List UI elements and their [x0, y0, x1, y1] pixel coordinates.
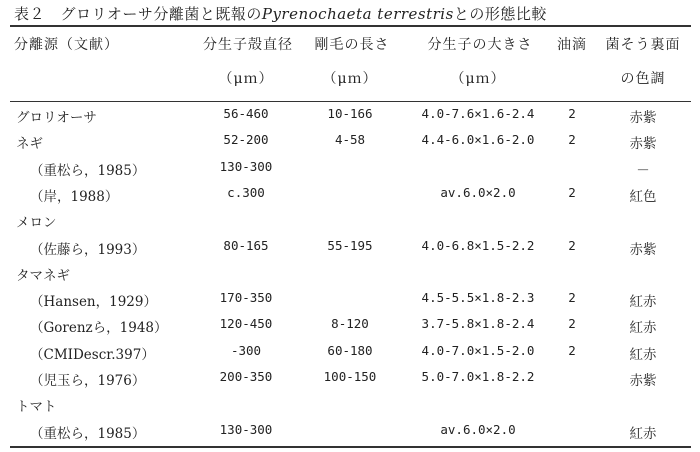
cell-seta: 4-58 — [334, 132, 366, 147]
cell-color: 赤紫 — [629, 110, 657, 126]
cell-seta: 55-195 — [327, 238, 373, 253]
cell-color: 紅赤 — [629, 320, 657, 336]
cell-source: （岸，1988） — [30, 189, 119, 205]
cell-seta: 60-180 — [327, 343, 373, 358]
cell-source: グロリオーサ — [16, 110, 97, 126]
title-species: Pyrenochaeta terrestris — [261, 5, 454, 23]
cell-seta: 8-120 — [331, 316, 369, 331]
header-reverse-color: 菌そう裏面 — [605, 37, 681, 53]
cell-source: （CMIDescr.397） — [30, 347, 155, 363]
cell-color: 赤紫 — [629, 136, 657, 152]
cell-source: （Hansen，1929） — [30, 294, 157, 310]
cell-diameter: -300 — [230, 343, 262, 358]
header-conidia-size-unit: （μｍ） — [450, 71, 506, 87]
cell-size: 4.0-7.6×1.6-2.4 — [421, 106, 535, 121]
cell-oil: 2 — [568, 290, 576, 305]
cell-oil: 2 — [568, 106, 576, 121]
cell-color: － — [636, 163, 650, 179]
header-source: 分離源（文献） — [14, 37, 119, 53]
cell-oil: 2 — [568, 343, 576, 358]
cell-oil: 2 — [568, 132, 576, 147]
cell-size: av.6.0×2.0 — [440, 422, 516, 437]
cell-source: ネギ — [16, 136, 43, 152]
title-suffix: との形態比較 — [453, 5, 547, 23]
title-prefix: 表２ グロリオーサ分離菌と既報の — [14, 5, 262, 23]
cell-diameter: 170-350 — [219, 290, 273, 305]
header-conidia-diameter: 分生子殻直径 — [203, 37, 293, 53]
cell-source: （重松ら，1985） — [30, 426, 146, 442]
header-reverse-color-2: の色調 — [620, 71, 666, 87]
top-rule — [10, 25, 691, 27]
cell-source: （佐藤ら，1993） — [30, 242, 146, 258]
cell-diameter: 80-165 — [223, 238, 269, 253]
cell-size: av.6.0×2.0 — [440, 185, 516, 200]
cell-size: 4.0-7.0×1.5-2.0 — [421, 343, 535, 358]
cell-seta: 100-150 — [323, 369, 377, 384]
header-conidia-size: 分生子の大きさ — [427, 37, 533, 53]
cell-source: タマネギ — [16, 268, 70, 284]
cell-source: （重松ら，1985） — [30, 163, 146, 179]
header-conidia-diameter-unit: （μｍ） — [218, 71, 274, 87]
cell-size: 4.5-5.5×1.8-2.3 — [421, 290, 535, 305]
cell-oil: 2 — [568, 185, 576, 200]
table-title — [14, 3, 547, 24]
cell-oil: 2 — [568, 238, 576, 253]
cell-source: （児玉ら，1976） — [30, 373, 146, 389]
header-oil-drops: 油滴 — [557, 37, 587, 53]
cell-diameter: 52-200 — [223, 132, 269, 147]
cell-color: 赤紫 — [629, 373, 657, 389]
cell-color: 紅色 — [629, 189, 657, 205]
cell-color: 紅赤 — [629, 426, 657, 442]
cell-diameter: 200-350 — [219, 369, 273, 384]
cell-source: （Gorenzら，1948） — [30, 320, 168, 336]
cell-source: トマト — [16, 399, 57, 415]
header-seta-length-unit: （μｍ） — [322, 71, 378, 87]
cell-diameter: 120-450 — [219, 316, 273, 331]
cell-size: 4.4-6.0×1.6-2.0 — [421, 132, 535, 147]
cell-diameter: 56-460 — [223, 106, 269, 121]
cell-color: 紅赤 — [629, 347, 657, 363]
header-rule — [10, 101, 691, 102]
cell-size: 4.0-6.8×1.5-2.2 — [421, 238, 535, 253]
cell-source: メロン — [16, 215, 57, 231]
cell-diameter: c.300 — [227, 185, 265, 200]
cell-seta: 10-166 — [327, 106, 373, 121]
bottom-rule — [10, 446, 691, 448]
cell-color: 赤紫 — [629, 242, 657, 258]
cell-size: 5.0-7.0×1.8-2.2 — [421, 369, 535, 384]
header-seta-length: 剛毛の長さ — [314, 37, 390, 53]
cell-diameter: 130-300 — [219, 159, 273, 174]
cell-size: 3.7-5.8×1.8-2.4 — [421, 316, 535, 331]
cell-diameter: 130-300 — [219, 422, 273, 437]
cell-color: 紅赤 — [629, 294, 657, 310]
cell-oil: 2 — [568, 316, 576, 331]
